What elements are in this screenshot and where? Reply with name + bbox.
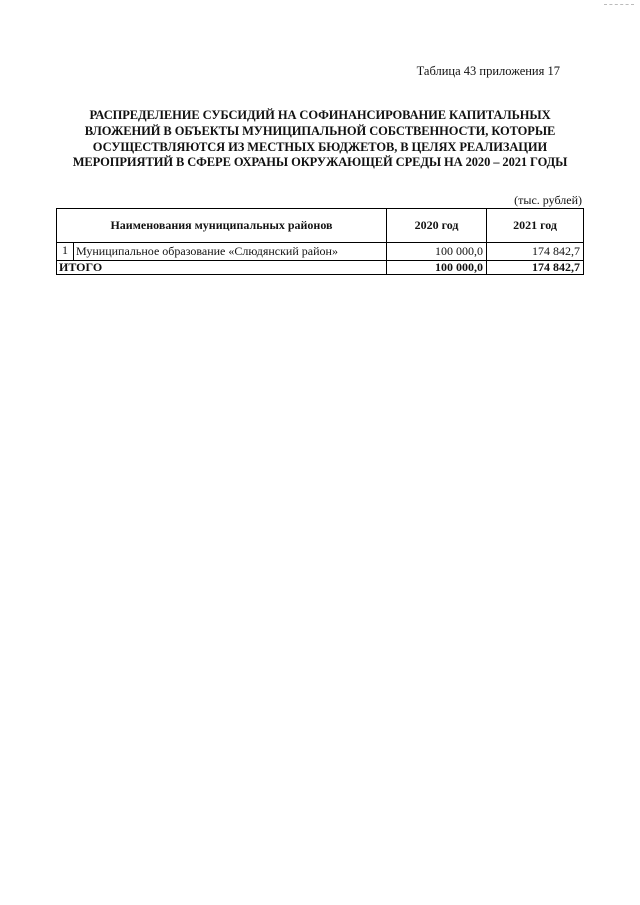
row-index: 1: [57, 243, 74, 260]
row-name: Муниципальное образование «Слюдянский район»: [76, 244, 338, 258]
header-name: Наименования муниципальных районов: [57, 209, 387, 243]
scan-artifact: [604, 4, 634, 5]
row-name-cell: [57, 243, 387, 261]
title-line-1: РАСПРЕДЕЛЕНИЕ СУБСИДИЙ НА СОФИНАНСИРОВАНИЕ КАПИТАЛЬНЫХ: [89, 108, 551, 122]
table-row: [57, 243, 584, 261]
total-2020-value: 100 000,0: [387, 261, 487, 275]
table-header-row: [57, 209, 584, 243]
table-reference: Таблица 43 приложения 17: [416, 64, 560, 78]
row-2020-value: 100 000,0: [387, 243, 487, 261]
row-2021-value: 174 842,7: [487, 243, 584, 261]
title-line-4: МЕРОПРИЯТИЙ В СФЕРЕ ОХРАНЫ ОКРУЖАЮЩЕЙ СРЕДЫ НА 2020 – 2021 ГОДЫ: [72, 155, 568, 170]
header-2020: 2020 год: [387, 209, 487, 243]
total-2021-value: 174 842,7: [487, 261, 584, 275]
total-label: ИТОГО: [57, 261, 387, 275]
header-2021: 2021 год: [487, 209, 584, 243]
title-line-3: ОСУЩЕСТВЛЯЮТСЯ ИЗ МЕСТНЫХ БЮДЖЕТОВ, В ЦЕЛЯХ РЕАЛИЗАЦИИ: [92, 139, 548, 154]
title-line-2: ВЛОЖЕНИЙ В ОБЪЕКТЫ МУНИЦИПАЛЬНОЙ СОБСТВЕННОСТИ, КОТОРЫЕ: [84, 123, 556, 138]
table-total-row: [57, 261, 584, 275]
document-title: [55, 108, 585, 171]
units-label: (тыс. рублей): [514, 193, 582, 207]
subsidy-table: [56, 208, 584, 275]
